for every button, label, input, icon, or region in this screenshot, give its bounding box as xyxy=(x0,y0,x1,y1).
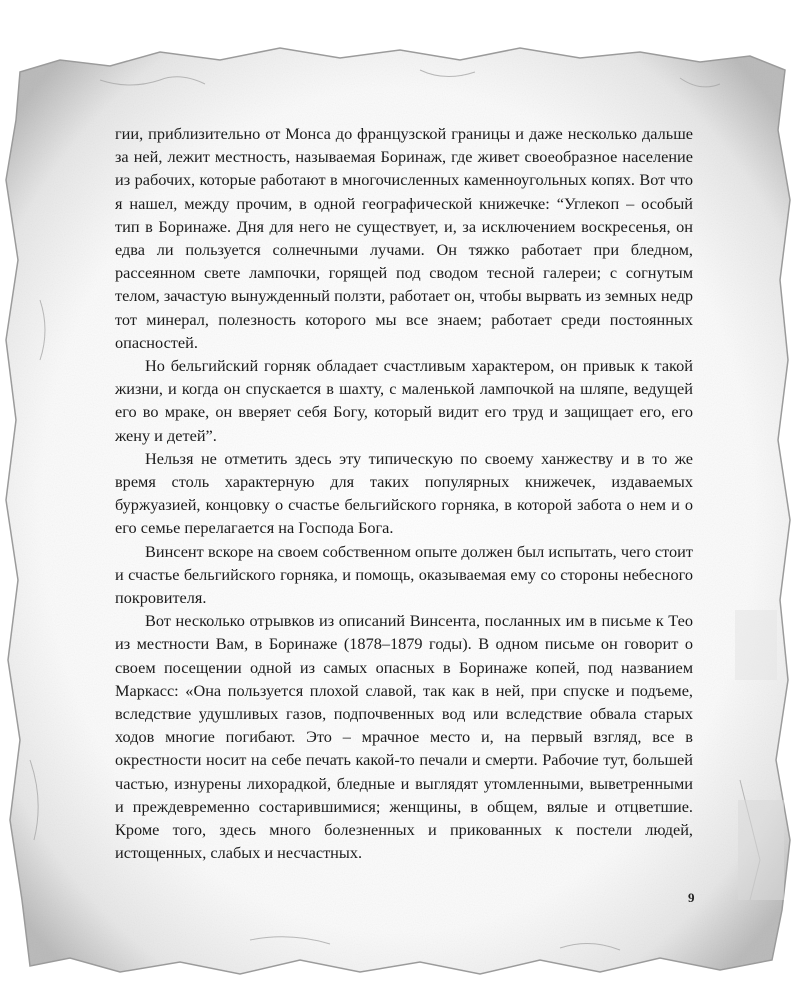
paragraph-2: Но бельгийский горняк обладает счастливым характером, он привык к такой жизни, и когда он спускается в шахту, с маленькой лампочкой на шляпе, ведущей его во мраке, он вверяет себя Богу, который видит его труд и защищает его, его жену и детей”. xyxy=(115,356,693,445)
page-number: 9 xyxy=(688,890,695,905)
paragraph-3: Нельзя не отметить здесь эту типическую по своему ханжеству и в то же время столь характерную для таких популярных книжечек, издаваемых буржуазией, концовку о счастье бельгийского горняка, в которой забота о нем и о его семье перелагается на Господа Бога. xyxy=(115,448,693,538)
torn-edge-patch xyxy=(735,610,777,680)
torn-corner-patch xyxy=(738,800,784,900)
body-text xyxy=(115,122,693,865)
paragraph-4: Винсент вскоре на своем собственном опыте должен был испытать, чего стоит и счастье бельгийского горняка, и помощь, оказываемая ему со стороны небесного покровителя. xyxy=(115,541,693,608)
paragraph-1: гии, приблизительно от Монса до французской границы и даже несколько дальше за ней, лежит местность, называемая Боринаж, где живет своеобразное население из рабочих, которые работают в многочисленных каменноугольных копях. Вот что я нашел, между прочим, в одной географической книжечке: “Углекоп – особый тип в Боринаже. Дня для него не существует, и, за исключением воскресенья, он едва ли пользуется солнечными лучами. Он тяжко работает при бледном, рассеянном свете лампочки, горящей под сводом тесной галереи; с согнутым телом, зачастую вынужденный ползти, работает он, чтобы вырвать из земных недр тот минерал, полезность которого мы все знаем; работает среди постоянных опасностей. xyxy=(115,124,693,352)
paragraph-5: Вот несколько отрывков из описаний Винсента, посланных им в письме к Тео из местности Вам, в Боринаже (1878–1879 годы). В одном письме он говорит о своем посещении одной из самых опасных в Боринаже копей, под названием Маркасс: «Она пользуется плохой славой, так как в ней, при спуске и подъеме, вследствие удушливых газов, подпочвенных вод или вследствие обвала старых ходов многие погибают. Это – мрачное место и, на первый взгляд, все в окрестности носит на себе печать какой-то печали и смерти. Рабочие тут, большей частью, изнурены лихорадкой, бледные и выглядят утомленными, выветренными и преждевременно состарившимися; женщины, в общем, вялые и отцветшие. Кроме того, здесь много болезненных и прикованных к постели людей, истощенных, слабых и несчастных. xyxy=(115,611,693,863)
